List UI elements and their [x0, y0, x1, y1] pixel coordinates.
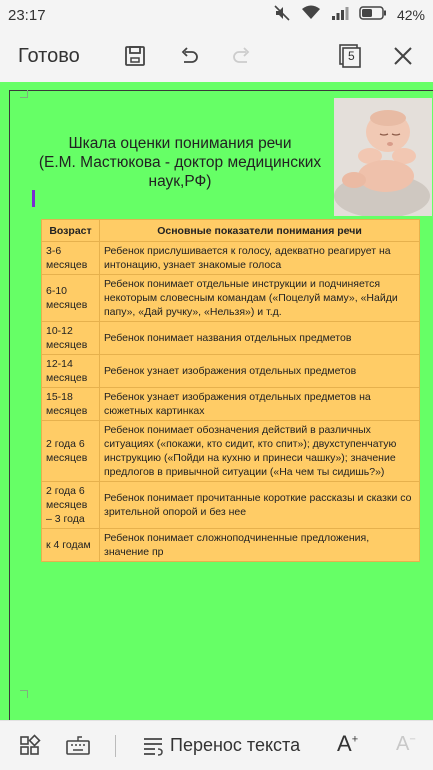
table-row — [42, 355, 420, 388]
table-row — [42, 322, 420, 355]
page-corner-mark — [20, 690, 28, 698]
keyboard-icon[interactable] — [65, 733, 91, 759]
column-header-age: Возраст — [42, 220, 100, 242]
save-icon[interactable] — [121, 42, 149, 70]
table-row — [42, 421, 420, 482]
status-time: 23:17 — [8, 6, 46, 24]
description-cell: Ребенок понимает названия отдельных предметов — [100, 322, 420, 355]
redo-icon[interactable] — [228, 42, 256, 70]
table-row — [42, 242, 420, 275]
layout-icon[interactable] — [17, 733, 43, 759]
document-title — [32, 134, 328, 191]
toolbar-divider — [115, 735, 116, 757]
age-cell: к 4 годам — [42, 529, 100, 562]
status-bar — [0, 0, 433, 30]
undo-icon[interactable] — [175, 42, 203, 70]
column-header-indicators: Основные показатели понимания речи — [100, 220, 420, 242]
text-wrap-icon[interactable] — [140, 733, 166, 759]
description-cell: Ребенок узнает изображения отдельных предметов на сюжетных картинках — [100, 388, 420, 421]
description-cell: Ребенок прислушивается к голосу, адекватно реагирует на интонацию, узнает знакомые голоса — [100, 242, 420, 275]
wifi-icon — [301, 5, 321, 25]
table-row — [42, 529, 420, 562]
status-icons — [273, 5, 425, 26]
description-cell: Ребенок понимает обозначения действий в различных ситуациях («покажи, кто сидит, кто спит»); двухступенчатую инструкцию («Пойди на кухню и принеси чашку»); значение предлогов в привычной ситуации («На чем ты сидишь?») — [100, 421, 420, 482]
done-button[interactable]: Готово — [18, 44, 80, 67]
editor-toolbar — [0, 30, 433, 82]
age-cell: 3-6 месяцев — [42, 242, 100, 275]
font-decrease-button[interactable]: A− — [396, 733, 416, 755]
age-cell: 10-12 месяцев — [42, 322, 100, 355]
age-cell: 15-18 месяцев — [42, 388, 100, 421]
bottom-toolbar — [0, 720, 433, 770]
table-row — [42, 388, 420, 421]
speech-scale-table — [41, 219, 420, 562]
age-cell: 2 года 6 месяцев — [42, 421, 100, 482]
font-decrease-label: A — [396, 733, 410, 755]
page-corner-mark — [20, 90, 28, 98]
document-canvas[interactable] — [0, 82, 433, 720]
title-line: наук,РФ) — [148, 173, 212, 190]
text-cursor — [32, 190, 35, 207]
title-line: (Е.М. Мастюкова - доктор медицинских — [38, 154, 322, 171]
battery-icon — [359, 6, 387, 25]
age-cell: 6-10 месяцев — [42, 275, 100, 322]
description-cell: Ребенок понимает прочитанные короткие рассказы и сказки со зрительной опорой и без нее — [100, 482, 420, 529]
description-cell: Ребенок понимает отдельные инструкции и подчиняется некоторым словесным командам («Поцелуй маму», «Найди папу», «Дай ручку», «Нельзя») и т.д. — [100, 275, 420, 322]
mute-icon — [273, 5, 291, 26]
battery-percent: 42% — [396, 7, 425, 23]
table-header-row — [42, 220, 420, 242]
title-line: Шкала оценки понимания речи — [68, 135, 292, 152]
baby-photo[interactable] — [334, 98, 432, 216]
text-wrap-button[interactable]: Перенос текста — [170, 735, 301, 755]
font-increase-button[interactable]: A+ — [337, 731, 359, 756]
age-cell: 12-14 месяцев — [42, 355, 100, 388]
signal-icon — [331, 6, 349, 25]
age-cell: 2 года 6 месяцев – 3 года — [42, 482, 100, 529]
page-count: 5 — [348, 49, 355, 63]
table-row — [42, 482, 420, 529]
page-count-icon[interactable] — [336, 42, 364, 70]
close-icon[interactable] — [389, 42, 417, 70]
table-row — [42, 275, 420, 322]
font-increase-label: A — [337, 731, 352, 756]
description-cell: Ребенок понимает сложноподчиненные предложения, значение пр — [100, 529, 420, 562]
description-cell: Ребенок узнает изображения отдельных предметов — [100, 355, 420, 388]
